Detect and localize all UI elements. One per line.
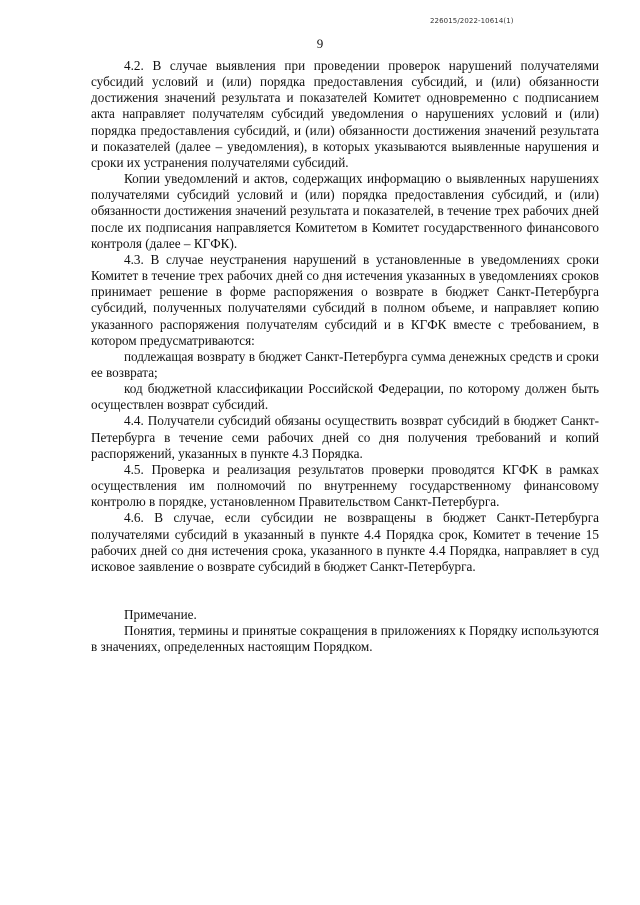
section-spacer <box>91 575 599 607</box>
paragraph-4-2: 4.2. В случае выявления при проведении проверок нарушений получателями субсидий условий и (или) порядка предоставления субсидий, и (или) обязанности достижения значений результата и показателей Комитет одновременно с подписанием акта направляет получателям субсидий уведомления о нарушениях условий и (или) порядка предоставления субсидий, и (или) обязанности достижения значений результата и показателей (далее – уведомления), в которых указываются выявленные нарушения и сроки их устранения получателями субсидий. <box>91 58 599 170</box>
document-id: 226015/2022-10614(1) <box>430 17 514 25</box>
note-text: Понятия, термины и принятые сокращения в приложениях к Порядку используются в значениях, определенных настоящим Порядком. <box>91 623 599 655</box>
paragraph-4-3: 4.3. В случае неустранения нарушений в установленные в уведомлениях сроки Комитет в течение трех рабочих дней со дня истечения указанных в уведомлениях сроков принимает решение в форме распоряжения о возврате в бюджет Санкт-Петербурга субсидий, полученных получателями субсидий в полном объеме, и направляет копию указанного распоряжения получателям субсидий и в КГФК вместе с требованием, в котором предусматриваются: <box>91 251 599 348</box>
paragraph-copies: Копии уведомлений и актов, содержащих информацию о выявленных нарушениях получателями субсидий условий и (или) порядка предоставления субсидий, и (или) обязанности достижения значений результата и показателей, в течение трех рабочих дней после их подписания направляется Комитетом в Комитет государственного финансового контроля (далее – КГФК). <box>91 171 599 251</box>
paragraph-4-6: 4.6. В случае, если субсидии не возвращены в бюджет Санкт-Петербурга получателями субсидий в указанный в пункте 4.4 Порядка срок, Комитет в течение 15 рабочих дней со дня истечения срока, указанного в пункте 4.4 Порядка, направляет в суд исковое заявление о возврате субсидий в бюджет Санкт-Петербурга. <box>91 510 599 574</box>
paragraph-4-4: 4.4. Получатели субсидий обязаны осуществить возврат субсидий в бюджет Санкт-Петербурга в течение семи рабочих дней со дня получения требований и копий распоряжений, указанных в пункте 4.3 Порядка. <box>91 413 599 461</box>
note-title: Примечание. <box>124 607 197 622</box>
paragraph-budget-code: код бюджетной классификации Российской Федерации, по которому должен быть осуществлен возврат субсидий. <box>91 381 599 413</box>
paragraph-4-5: 4.5. Проверка и реализация результатов проверки проводятся КГФК в рамках осуществления им полномочий по внутреннему государственному финансовому контролю в порядке, установленном Правительством Санкт-Петербурга. <box>91 461 599 510</box>
page-number: 9 <box>316 36 324 51</box>
paragraph-refund-amount: подлежащая возврату в бюджет Санкт-Петербурга сумма денежных средств и сроки ее возврата; <box>91 348 599 380</box>
document-body <box>91 58 599 655</box>
